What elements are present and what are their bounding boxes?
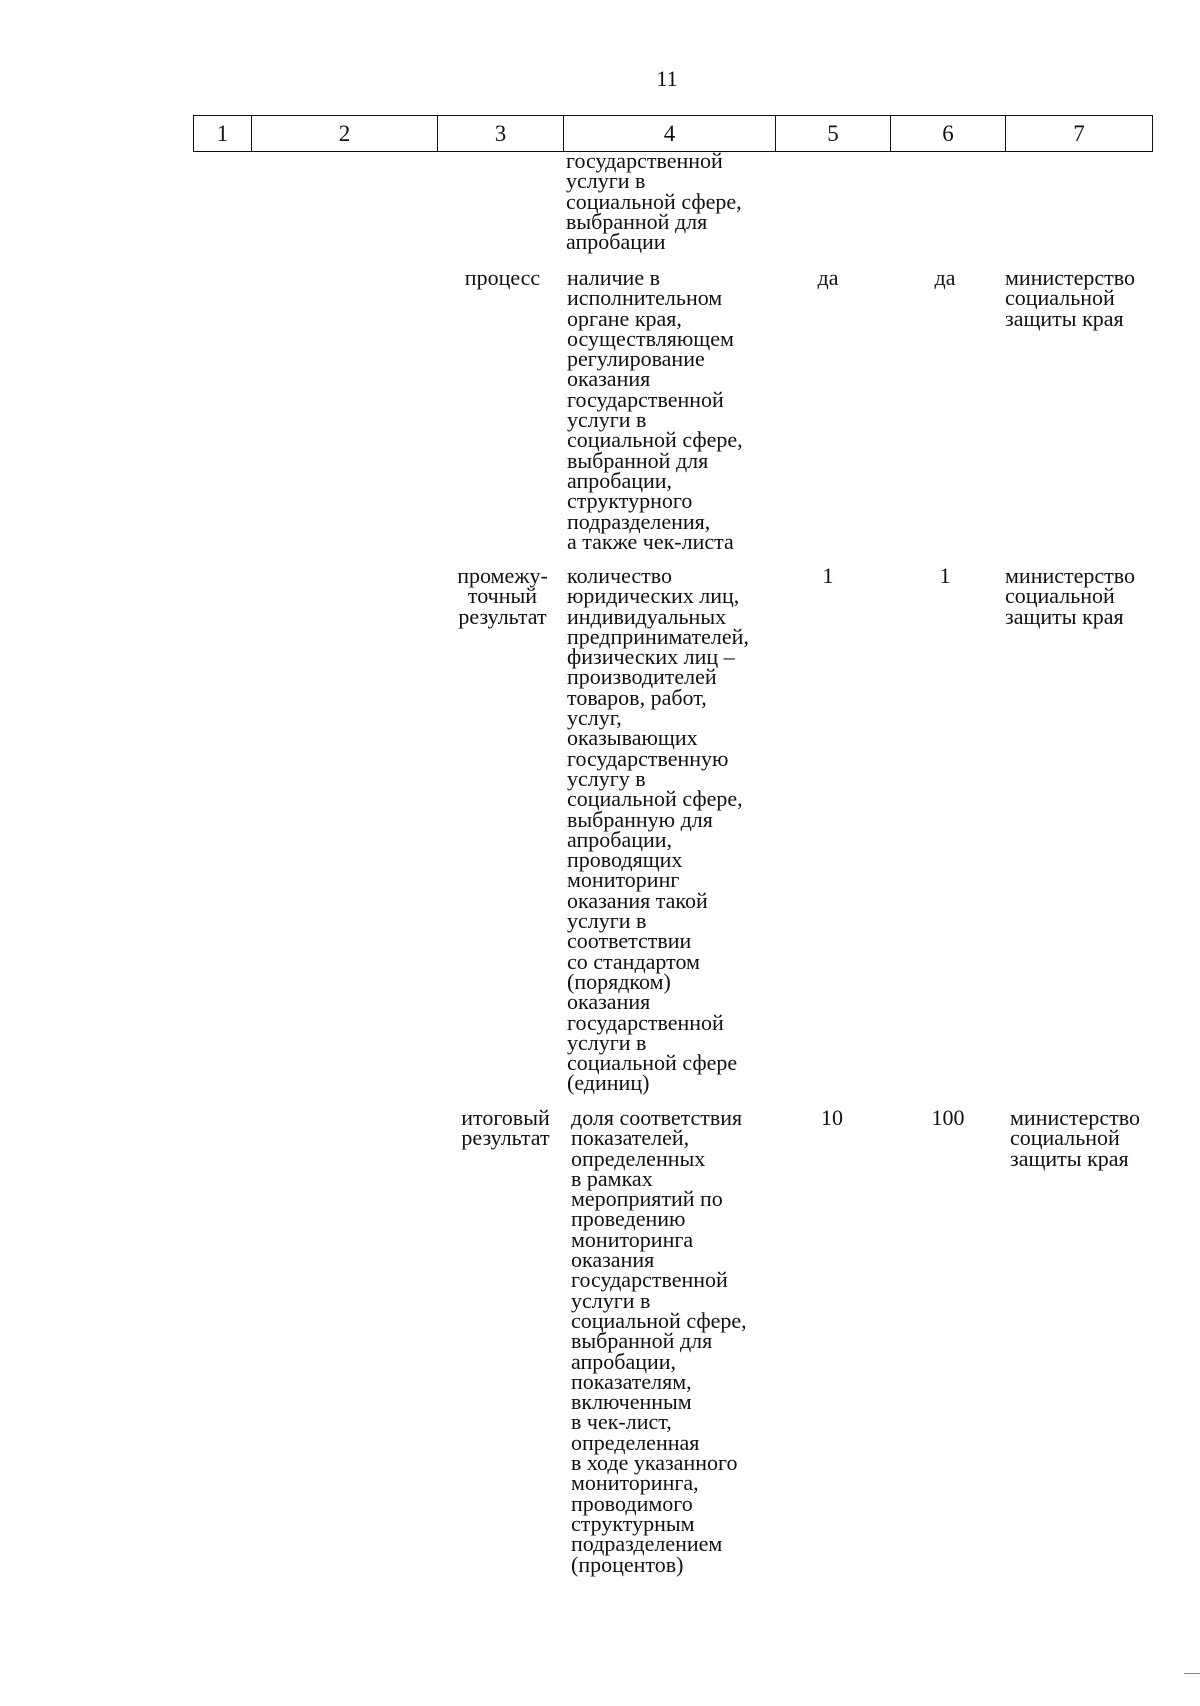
row-1-responsible: министерство социальной защиты края	[1005, 265, 1136, 331]
header-col-7: 7	[1006, 116, 1153, 152]
row-2-responsible: министерство социальной защиты края	[1005, 563, 1136, 629]
scan-edge-mark	[1184, 1673, 1200, 1674]
row-1-indicator: наличие в исполнительном органе края, осуществляющем регулирование оказания государственной услуги в социальной сфере, выбранной для апробации, структурного подразделения, а также чек-листа	[567, 265, 743, 554]
header-col-6: 6	[891, 116, 1006, 152]
page-number: 11	[656, 66, 678, 91]
header-col-4: 4	[564, 116, 776, 152]
row-2-indicator: количество юридических лиц, индивидуальных предпринимателей, физических лиц – производителей товаров, работ, услуг, оказывающих государственную услугу в социальной сфере, выбранную для апробации, проводящих мониторинг оказания такой услуги в соответствии со стандартом (порядком) оказания государственной услуги в социальной сфере (единиц)	[567, 563, 749, 1096]
row-3-indicator: доля соответствия показателей, определенных в рамках мероприятий по проведению мониторинга оказания государственной услуги в социальной сфере, выбранной для апробации, показателям, включенным в чек-лист, определенная в ходе указанного мониторинга, проводимого структурным подразделением (процентов)	[571, 1105, 747, 1577]
row-2-value-6: 1	[939, 563, 951, 588]
continuation-text: государственной услуги в социальной сфере, выбранной для апробации	[566, 148, 742, 255]
row-3-value-6: 100	[931, 1105, 965, 1130]
row-1-type: процесс	[464, 265, 541, 290]
row-3-responsible: министерство социальной защиты края	[1010, 1105, 1141, 1171]
header-col-1: 1	[194, 116, 252, 152]
header-col-2: 2	[252, 116, 438, 152]
table-header-row	[193, 115, 1153, 152]
header-col-5: 5	[776, 116, 891, 152]
row-3-type: итоговый результат	[461, 1105, 550, 1151]
row-2-type: промежу- точный результат	[457, 563, 548, 629]
header-col-3: 3	[438, 116, 564, 152]
row-1-value-5: да	[817, 265, 839, 290]
row-3-value-5: 10	[821, 1105, 843, 1130]
row-1-value-6: да	[934, 265, 956, 290]
row-2-value-5: 1	[822, 563, 834, 588]
